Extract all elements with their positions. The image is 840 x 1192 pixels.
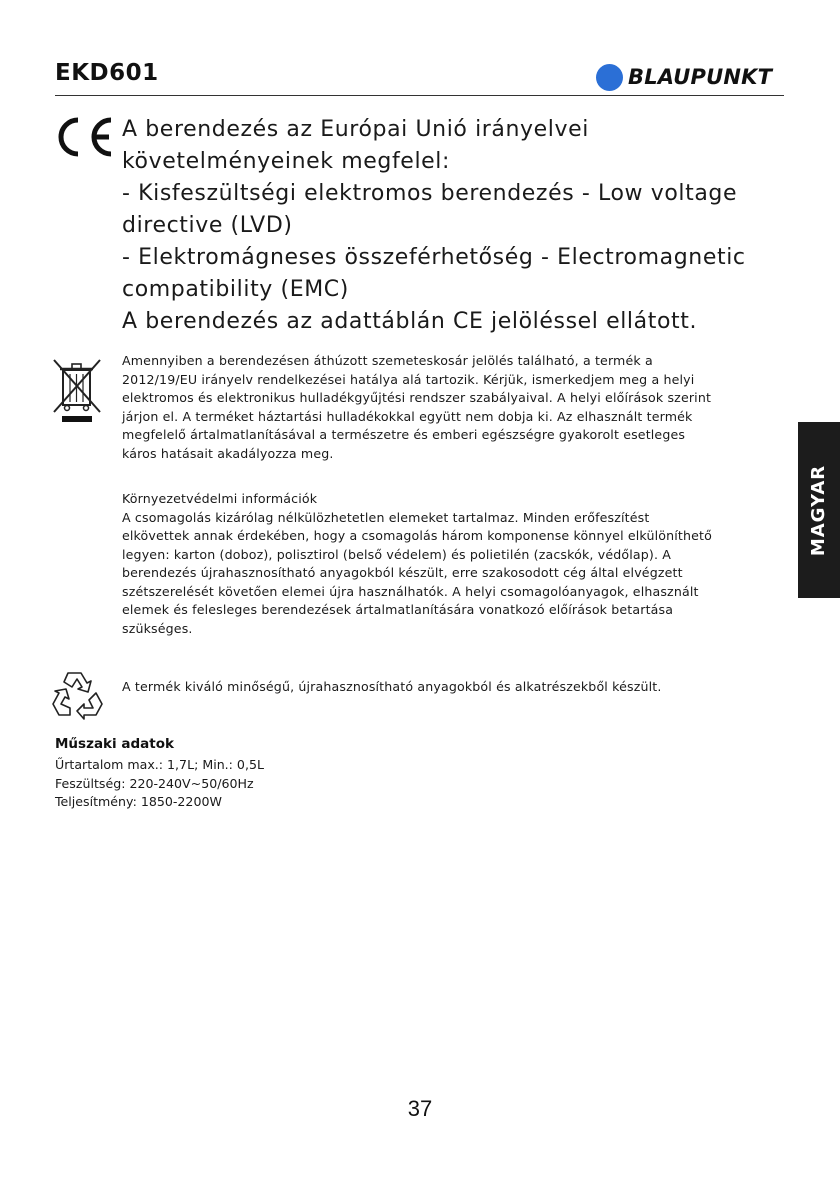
weee-line: elektromos és elektronikus hulladékgyűjtési rendszer szabályaival. A helyi előírások szerint xyxy=(122,390,712,405)
model-number: EKD601 xyxy=(55,60,159,86)
env-line: szükséges. xyxy=(122,620,193,636)
ce-line: A berendezés az Európai Unió irányelvei xyxy=(122,117,589,142)
ce-line: A berendezés az adattáblán CE jelöléssel ellátott. xyxy=(122,309,698,334)
tech-data-list xyxy=(55,756,264,812)
recycle-paragraph xyxy=(122,678,787,697)
env-line: berendezés újrahasznosítható anyagokból készült, erre szakosodott cég által elvégzett xyxy=(122,565,683,580)
weee-line: járjon el. A terméket háztartási hulladékokkal együtt nem dobja ki. Az elhasznált termék xyxy=(122,408,693,424)
tech-data-title: Műszaki adatok xyxy=(55,736,174,752)
weee-line: Amennyiben a berendezésen áthúzott szemeteskosár jelölés található, a termék a xyxy=(122,353,653,368)
tech-data-item: Űrtartalom max.: 1,7L; Min.: 0,5L xyxy=(55,757,264,772)
language-tab-text: MAGYAR xyxy=(808,464,830,556)
env-heading: Környezetvédelmi információk xyxy=(122,491,318,506)
env-line: A csomagolás kizárólag nélkülözhetetlen elemeket tartalmaz. Minden erőfeszítést xyxy=(122,509,650,525)
page-number: 37 xyxy=(407,1096,433,1121)
weee-line: megfelelő ártalmatlanításával a természetre és emberi egészségre gyakorolt esetleges xyxy=(122,427,686,442)
brand-name: BLAUPUNKT xyxy=(628,65,773,89)
weee-line: káros hatásait akadályozza meg. xyxy=(122,445,334,461)
env-line: elemek és felesleges berendezések ártalmatlanítására vonatkozó előírások betartása xyxy=(122,602,674,617)
recycle-icon xyxy=(50,668,105,721)
ce-declaration xyxy=(122,114,822,338)
brand-logo xyxy=(596,63,772,91)
environment-paragraph xyxy=(122,490,787,638)
crossed-bin-icon xyxy=(50,356,105,424)
tech-data-item: Feszültség: 220-240V~50/60Hz xyxy=(55,775,254,791)
weee-paragraph xyxy=(122,352,787,463)
env-line: legyen: karton (doboz), polisztirol (belső védelem) és polietilén (zacskók, védőlap). A xyxy=(122,546,672,562)
brand-dot-icon xyxy=(596,64,623,91)
ce-line: compatibility (EMC) xyxy=(122,277,349,302)
env-line: szétszerelését követően elemei újra használhatók. A helyi csomagolóanyagok, elhasznált xyxy=(122,583,699,599)
header-divider xyxy=(55,95,784,96)
recycle-line: A termék kiváló minőségű, újrahasznosítható anyagokból és alkatrészekből készült. xyxy=(122,679,662,694)
ce-line: - Kisfeszültségi elektromos berendezés - Low voltage xyxy=(122,181,738,206)
ce-line: directive (LVD) xyxy=(122,213,293,238)
ce-mark-icon xyxy=(51,112,115,162)
language-tab-label xyxy=(798,422,840,598)
ce-line: követelményeinek megfelel: xyxy=(122,149,451,174)
tech-data-item: Teljesítmény: 1850-2200W xyxy=(55,794,222,809)
weee-line: 2012/19/EU irányelv rendelkezései hatálya alá tartozik. Kérjük, ismerkedjem meg a helyi xyxy=(122,371,695,387)
ce-line: - Elektromágneses összeférhetőség - Electromagnetic xyxy=(122,245,746,270)
env-line: elkövettek annak érdekében, hogy a csomagolás három komponense könnyel elkülöníthető xyxy=(122,528,712,543)
